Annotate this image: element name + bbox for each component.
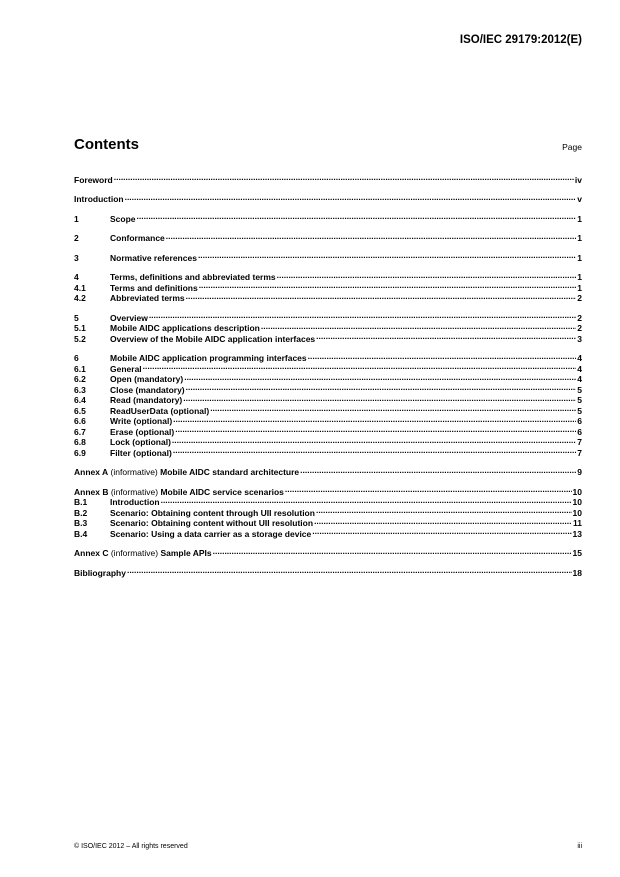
toc-entry-page: 5 xyxy=(577,395,582,405)
toc-entry-page: 1 xyxy=(577,252,582,263)
toc-entry-page: 18 xyxy=(572,567,582,578)
toc-entry-title: Normative references xyxy=(110,252,197,263)
dot-leader xyxy=(308,351,577,362)
toc-entry-number: 4.1 xyxy=(74,282,86,293)
toc-entry-number: 5.2 xyxy=(74,333,86,344)
toc-entry[interactable] xyxy=(74,565,582,576)
dot-leader xyxy=(184,372,576,383)
toc-entry-page: 1 xyxy=(577,213,582,224)
toc-entry-title: Conformance xyxy=(110,233,165,243)
page-number: iii xyxy=(577,843,582,850)
toc-entry-page: 2 xyxy=(577,312,582,323)
toc-entry[interactable] xyxy=(74,361,582,372)
toc-entry-page: 13 xyxy=(572,528,582,539)
toc-entry-title: Scenario: Obtaining content through UII resolution xyxy=(110,507,315,518)
toc-entry-title: Terms, definitions and abbreviated terms xyxy=(110,272,276,282)
toc-entry-number: 6.7 xyxy=(74,426,86,437)
annex-informative-note: (informative) xyxy=(108,548,161,558)
toc-entry-page: 4 xyxy=(577,374,582,384)
toc-entry-number: 5.1 xyxy=(74,323,86,333)
document-reference: ISO/IEC 29179:2012(E) xyxy=(459,34,582,46)
page-column-label: Page xyxy=(562,142,582,152)
toc-entry[interactable] xyxy=(74,382,582,393)
toc-entry-title: Annex B (informative) Mobile AIDC service scenarios xyxy=(74,486,284,497)
toc-entry-page: 1 xyxy=(577,282,582,293)
toc-entry-title: Introduction xyxy=(74,194,124,204)
toc-entry-number: 5 xyxy=(74,312,79,323)
toc-entry-number: 6.6 xyxy=(74,416,86,426)
toc-entry-number: 6.1 xyxy=(74,363,86,374)
toc-entry-page: v xyxy=(577,194,582,204)
toc-entry-number: B.3 xyxy=(74,518,88,528)
toc-entry-page: 6 xyxy=(577,426,582,437)
dot-leader xyxy=(166,231,576,242)
toc-entry-page: 10 xyxy=(572,486,582,497)
toc-entry[interactable] xyxy=(74,372,582,383)
toc-entry[interactable] xyxy=(74,435,582,446)
toc-entry-number: 6.8 xyxy=(74,437,86,447)
toc-entry-page: 2 xyxy=(577,293,582,303)
toc-entry-title: General xyxy=(110,363,142,374)
toc-entry-number: B.4 xyxy=(74,528,88,539)
dot-leader xyxy=(213,546,572,557)
toc-entry-page: 5 xyxy=(577,384,582,395)
toc-entry[interactable] xyxy=(74,505,582,516)
table-of-contents xyxy=(74,172,582,576)
toc-entry-page: 7 xyxy=(577,447,582,458)
dot-leader xyxy=(127,565,572,576)
toc-entry[interactable] xyxy=(74,331,582,342)
toc-entry[interactable] xyxy=(74,495,582,506)
dot-leader xyxy=(175,424,576,435)
toc-entry-title: Overview xyxy=(110,312,148,323)
toc-entry-title: Close (mandatory) xyxy=(110,384,185,395)
toc-entry-number: 1 xyxy=(74,213,79,224)
toc-entry[interactable] xyxy=(74,484,582,495)
toc-entry-number: 4 xyxy=(74,272,79,282)
toc-entry-title: Abbreviated terms xyxy=(110,293,185,303)
toc-entry-title: Open (mandatory) xyxy=(110,374,184,384)
toc-entry-page: 7 xyxy=(577,437,582,447)
toc-entry-title: ReadUserData (optional) xyxy=(110,405,210,416)
toc-entry-page: 5 xyxy=(577,405,582,416)
toc-entry-number: 6 xyxy=(74,353,79,363)
toc-entry-page: 15 xyxy=(572,548,582,558)
annex-informative-note: (informative) xyxy=(108,467,161,477)
dot-leader xyxy=(149,310,576,321)
dot-leader xyxy=(210,403,576,414)
toc-entry[interactable] xyxy=(74,321,582,332)
toc-entry-title: Filter (optional) xyxy=(110,447,172,458)
toc-entry-title: Introduction xyxy=(110,497,160,507)
toc-entry-title: Scenario: Using a data carrier as a storage device xyxy=(110,528,312,539)
dot-leader xyxy=(125,192,577,203)
toc-entry[interactable] xyxy=(74,516,582,527)
toc-entry-page: 3 xyxy=(577,333,582,344)
dot-leader xyxy=(137,211,577,222)
toc-entry-title: Foreword xyxy=(74,174,113,185)
toc-entry-number: 6.4 xyxy=(74,395,86,405)
toc-entry-number: 6.9 xyxy=(74,447,86,458)
toc-entry[interactable] xyxy=(74,393,582,404)
toc-entry[interactable] xyxy=(74,546,582,557)
dot-leader xyxy=(300,465,576,476)
toc-entry-title: Scenario: Obtaining content without UII resolution xyxy=(110,518,314,528)
toc-entry[interactable] xyxy=(74,270,582,281)
toc-entry-title: Annex A (informative) Mobile AIDC standard architecture xyxy=(74,467,300,477)
toc-entry-page: 2 xyxy=(577,323,582,333)
toc-entry-number: B.1 xyxy=(74,497,88,507)
toc-entry-title: Lock (optional) xyxy=(110,437,171,447)
toc-entry-number: 6.3 xyxy=(74,384,86,395)
toc-entry-number: B.2 xyxy=(74,507,88,518)
toc-entry[interactable] xyxy=(74,280,582,291)
toc-entry-page: 11 xyxy=(573,518,582,528)
toc-entry-page: 4 xyxy=(577,363,582,374)
toc-entry-title: Overview of the Mobile AIDC application interfaces xyxy=(110,333,316,344)
dot-leader xyxy=(277,270,577,281)
toc-entry[interactable] xyxy=(74,211,582,222)
toc-entry[interactable] xyxy=(74,351,582,362)
toc-entry-title: Terms and definitions xyxy=(110,282,198,293)
toc-entry-title: Read (mandatory) xyxy=(110,395,183,405)
toc-entry-page: 1 xyxy=(577,272,582,282)
toc-entry-number: 4.2 xyxy=(74,293,86,303)
dot-leader xyxy=(186,291,577,302)
toc-entry[interactable] xyxy=(74,192,582,203)
toc-entry[interactable] xyxy=(74,231,582,242)
toc-entry-page: 1 xyxy=(577,233,582,243)
dot-leader xyxy=(314,516,572,527)
toc-entry-title: Annex C (informative) Sample APIs xyxy=(74,548,212,558)
dot-leader xyxy=(261,321,576,332)
toc-entry[interactable] xyxy=(74,526,582,537)
toc-entry-title: Scope xyxy=(110,213,136,224)
dot-leader xyxy=(316,505,572,516)
toc-entry-page: 10 xyxy=(572,507,582,518)
contents-heading: Contents xyxy=(74,136,139,153)
copyright-notice: © ISO/IEC 2012 – All rights reserved xyxy=(74,843,188,850)
dot-leader xyxy=(316,331,576,342)
dot-leader xyxy=(172,435,576,446)
dot-leader xyxy=(198,250,576,261)
toc-entry-page: 10 xyxy=(572,497,582,507)
toc-entry-title: Mobile AIDC application programming interfaces xyxy=(110,353,307,363)
dot-leader xyxy=(114,172,574,183)
toc-entry[interactable] xyxy=(74,465,582,476)
dot-leader xyxy=(143,361,577,372)
toc-entry[interactable] xyxy=(74,291,582,302)
annex-informative-note: (informative) xyxy=(108,486,161,497)
toc-entry-number: 3 xyxy=(74,252,79,263)
toc-entry-page: 6 xyxy=(577,416,582,426)
dot-leader xyxy=(183,393,576,404)
toc-entry-title: Mobile AIDC applications description xyxy=(110,323,260,333)
dot-leader xyxy=(173,414,576,425)
toc-entry-page: 9 xyxy=(577,467,582,477)
dot-leader xyxy=(285,484,572,495)
toc-entry[interactable] xyxy=(74,172,582,183)
dot-leader xyxy=(199,280,577,291)
toc-entry-page: iv xyxy=(574,174,582,185)
toc-entry-page: 4 xyxy=(577,353,582,363)
toc-entry-number: 6.2 xyxy=(74,374,86,384)
toc-entry-title: Erase (optional) xyxy=(110,426,175,437)
toc-entry[interactable] xyxy=(74,445,582,456)
dot-leader xyxy=(161,495,572,506)
toc-entry[interactable] xyxy=(74,310,582,321)
toc-entry[interactable] xyxy=(74,250,582,261)
toc-entry[interactable] xyxy=(74,403,582,414)
dot-leader xyxy=(173,445,576,456)
toc-entry-number: 2 xyxy=(74,233,79,243)
toc-entry-title: Write (optional) xyxy=(110,416,173,426)
toc-entry[interactable] xyxy=(74,424,582,435)
dot-leader xyxy=(312,526,571,537)
toc-entry[interactable] xyxy=(74,414,582,425)
toc-entry-title: Bibliography xyxy=(74,567,126,578)
toc-entry-number: 6.5 xyxy=(74,405,86,416)
dot-leader xyxy=(186,382,577,393)
